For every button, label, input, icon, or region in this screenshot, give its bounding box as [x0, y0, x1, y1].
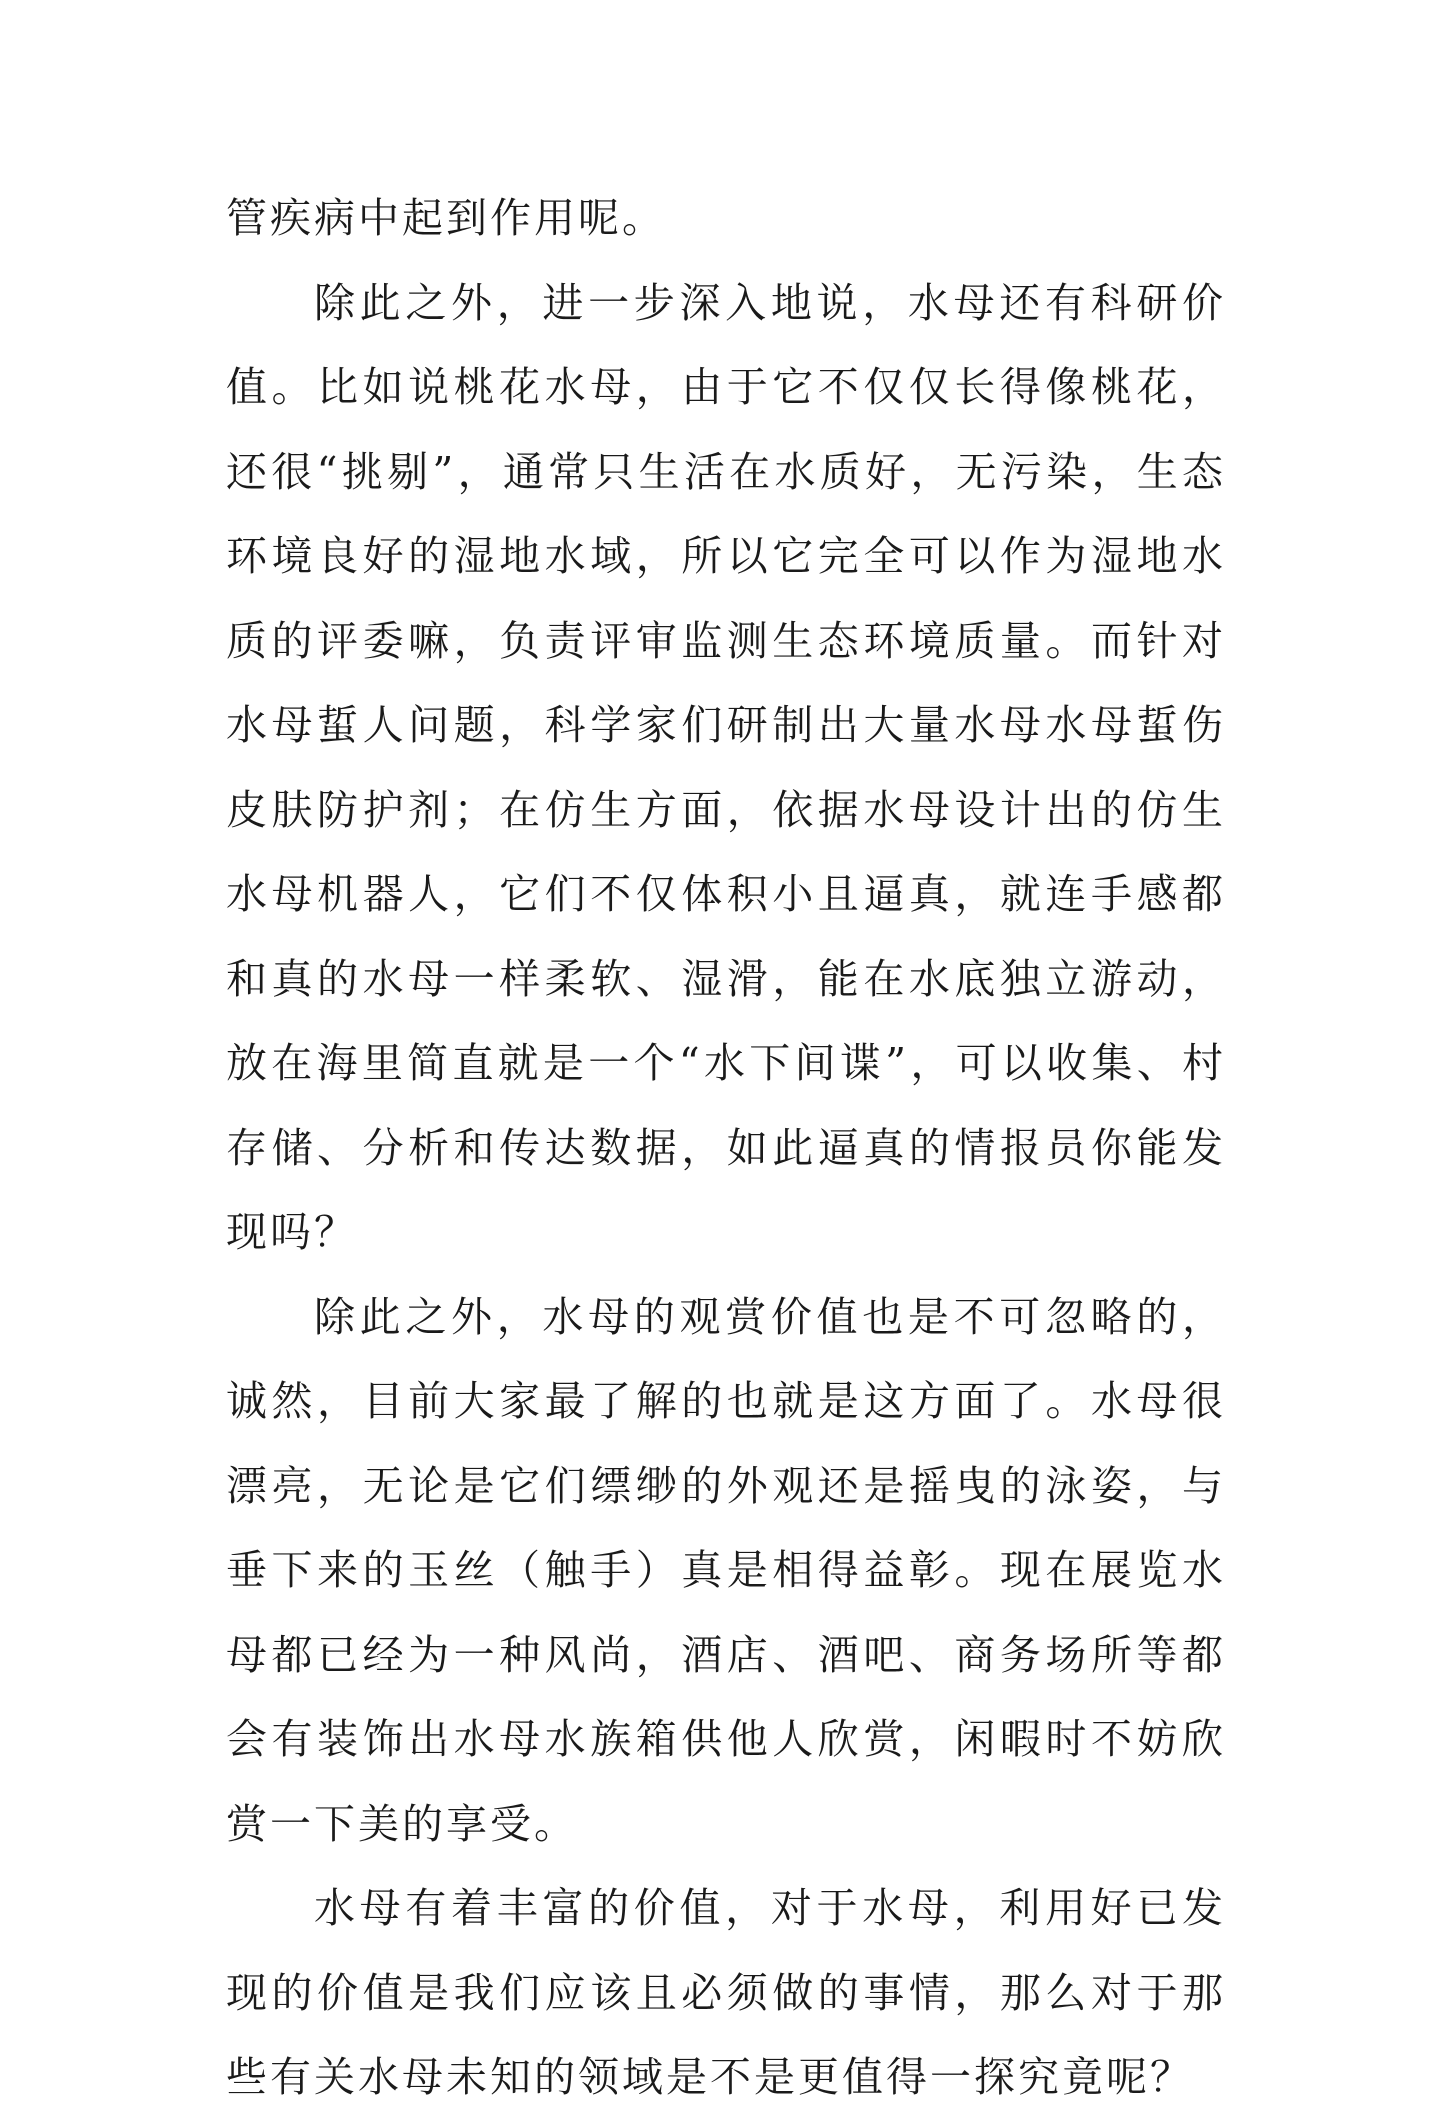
paragraph-continuation: 管疾病中起到作用呢。: [226, 194, 666, 242]
paragraph-research-value: 除此之外，进一步深入地说，水母还有科研价值。比如说桃花水母，由于它不仅仅长得像桃花，还很“挑剔”，通常只生活在水质好，无污染，生态环境良好的湿地水域，所以它完全可以作为湿地水质的评委嘛，负责评审监测生态环境质量。而针对水母蜇人问题，科学家们研制出大量水母水母蜇伤皮肤防护剂；在仿生方面，依据水母设计出的仿生水母机器人，它们不仅体积小且逼真，就连手感都和真的水母一样柔软、湿滑，能在水底独立游动，放在海里简直就是一个“水下间谍”，可以收集、村存储、分析和传达数据，如此逼真的情报员你能发现吗？: [226, 278, 1226, 1256]
paragraph-ornamental-value: 除此之外，水母的观赏价值也是不可忽略的，诚然，目前大家最了解的也就是这方面了。水母很漂亮，无论是它们缥缈的外观还是摇曳的泳姿，与垂下来的玉丝（触手）真是相得益彰。现在展览水母都已经为一种风尚，酒店、酒吧、商务场所等都会有装饰出水母水族箱供他人欣赏，闲暇时不妨欣赏一下美的享受。: [226, 1292, 1226, 1848]
paragraph-conclusion: 水母有着丰富的价值，对于水母，利用好已发现的价值是我们应该且必须做的事情，那么对于那些有关水母未知的领域是不是更值得一探究竟呢？: [226, 1884, 1226, 2101]
document-body: [226, 176, 1226, 2120]
